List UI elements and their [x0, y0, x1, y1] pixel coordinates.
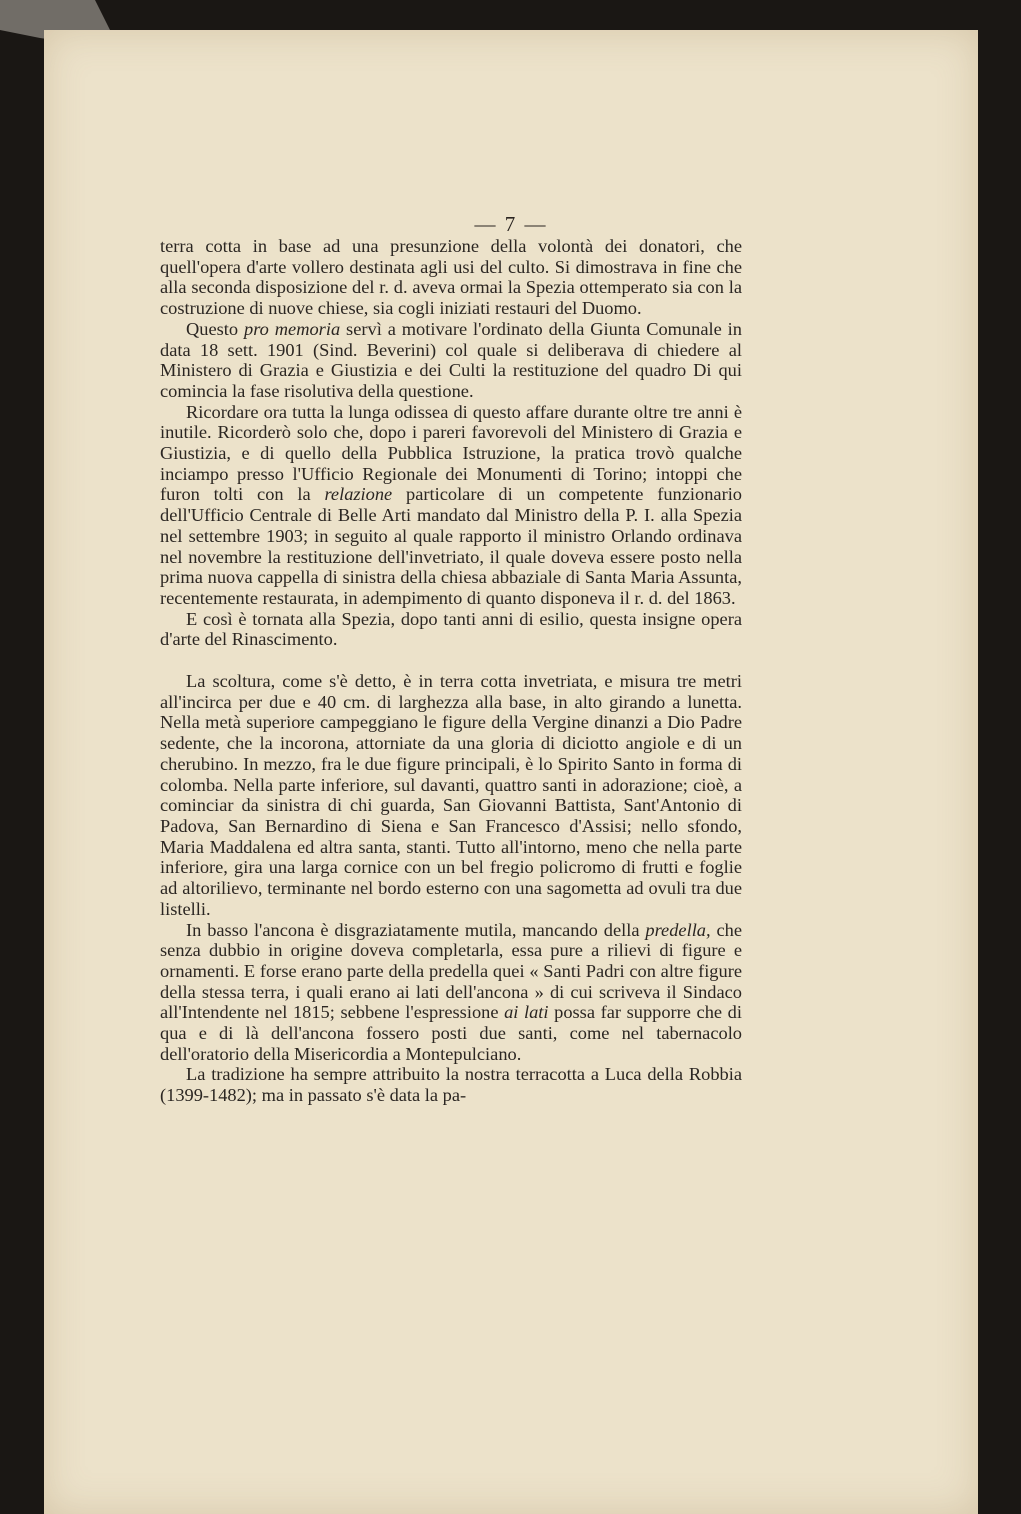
paragraph-6-text-c: possa far supporre che di qua e di là dell'ancona fossero posti due santi, come nel tabernacolo dell'oratorio della Misericordia a Montepulciano.: [160, 1002, 742, 1064]
paragraph-6-italic-1: predella,: [645, 919, 711, 940]
paragraph-5: La scoltura, come s'è detto, è in terra cotta invetriata, e misura tre metri all'incirca per due e 40 cm. di larghezza alla base, in alto girando a lunetta. Nella metà superiore campeggiano le figure della Vergine dinanzi a Dio Padre sedente, che la incorona, attorniate da una gloria di diciotto angiole e di un cherubino. In mezzo, fra le due figure principali, è lo Spirito Santo in forma di colomba. Nella parte inferiore, sul davanti, quattro santi in adorazione; cioè, a cominciar da sinistra di chi guarda, San Giovanni Battista, Sant'Antonio di Padova, San Bernardino di Siena e San Francesco d'Assisi; nello sfondo, Maria Maddalena ed altra santa, stanti. Tutto all'intorno, meno che nella parte inferiore, gira una larga cornice con un bel fregio policromo di frutti e foglie ad altorilievo, terminante nel bordo esterno con una sagometta ad ovuli tra due listelli.: [160, 671, 742, 919]
paragraph-2-text-b: servì a motivare l'ordinato della Giunta Comunale in data 18 sett. 1901 (Sind. Beverini) col quale si deliberava di chiedere al Ministero di Grazia e Giustizia e dei Culti la restituzione del quadro Di qui comincia la fase risolutiva della questione.: [160, 318, 742, 401]
paragraph-6-italic-2: ai lati: [504, 1002, 549, 1023]
paragraph-3: [160, 402, 742, 609]
paragraph-4: E così è tornata alla Spezia, dopo tanti anni di esilio, questa insigne opera d'arte del Rinascimento.: [160, 608, 742, 650]
paragraph-2-italic: pro memoria: [244, 318, 341, 339]
section-gap: [160, 650, 742, 671]
paragraph-3-text-b: particolare di un competente funzionario dell'Ufficio Centrale di Belle Arti mandato dal Ministro della P. I. alla Spezia nel settembre 1903; in seguito al quale rapporto il ministro Orlando ordinava nel novembre la restituzione dell'invetriato, il quale doveva essere posto nella prima nuova cappella di sinistra della chiesa abbaziale di Santa Maria Assunta, recentemente restaurata, in adempimento di quanto disponeva il r. d. del 1863.: [160, 484, 742, 608]
paragraph-7: La tradizione ha sempre attribuito la nostra terracotta a Luca della Robbia (1399-1482); ma in passato s'è data la pa-: [160, 1064, 742, 1106]
document-page: [44, 30, 978, 1514]
paragraph-2-text-a: Questo: [186, 318, 244, 339]
paragraph-6: [160, 920, 742, 1065]
page-number: — 7 —: [474, 212, 548, 236]
paragraph-6-text-b: che senza dubbio in origine doveva completarla, essa pure a rilievi di figure e ornamenti. E forse erano parte della predella quei « Santi Padri con altre figure della stessa terra, i quali erano ai lati dell'ancona » di cui scriveva il Sindaco all'Intendente nel 1815; sebbene l'espressione: [160, 919, 742, 1023]
body-text: [160, 236, 742, 1106]
paragraph-3-italic: relazione: [324, 484, 393, 505]
paragraph-1: terra cotta in base ad una presunzione della volontà dei donatori, che quell'opera d'arte vollero destinata agli usi del culto. Si dimostrava in fine che alla seconda disposizione del r. d. aveva ormai la Spezia ottemperato sia con la costruzione di nuove chiese, sia cogli iniziati restauri del Duomo.: [160, 236, 742, 319]
paragraph-3-text-a: Ricordare ora tutta la lunga odissea di questo affare durante oltre tre anni è inutile. Ricorderò solo che, dopo i pareri favorevoli del Ministero di Grazia e Giustizia, e di quello della Pubblica Istruzione, la pratica trovò qualche inciampo presso l'Ufficio Regionale dei Monumenti di Torino; intoppi che furon tolti con la: [160, 401, 742, 505]
paragraph-6-text-a: In basso l'ancona è disgraziatamente mutila, mancando della: [186, 919, 646, 940]
paragraph-2: [160, 319, 742, 402]
